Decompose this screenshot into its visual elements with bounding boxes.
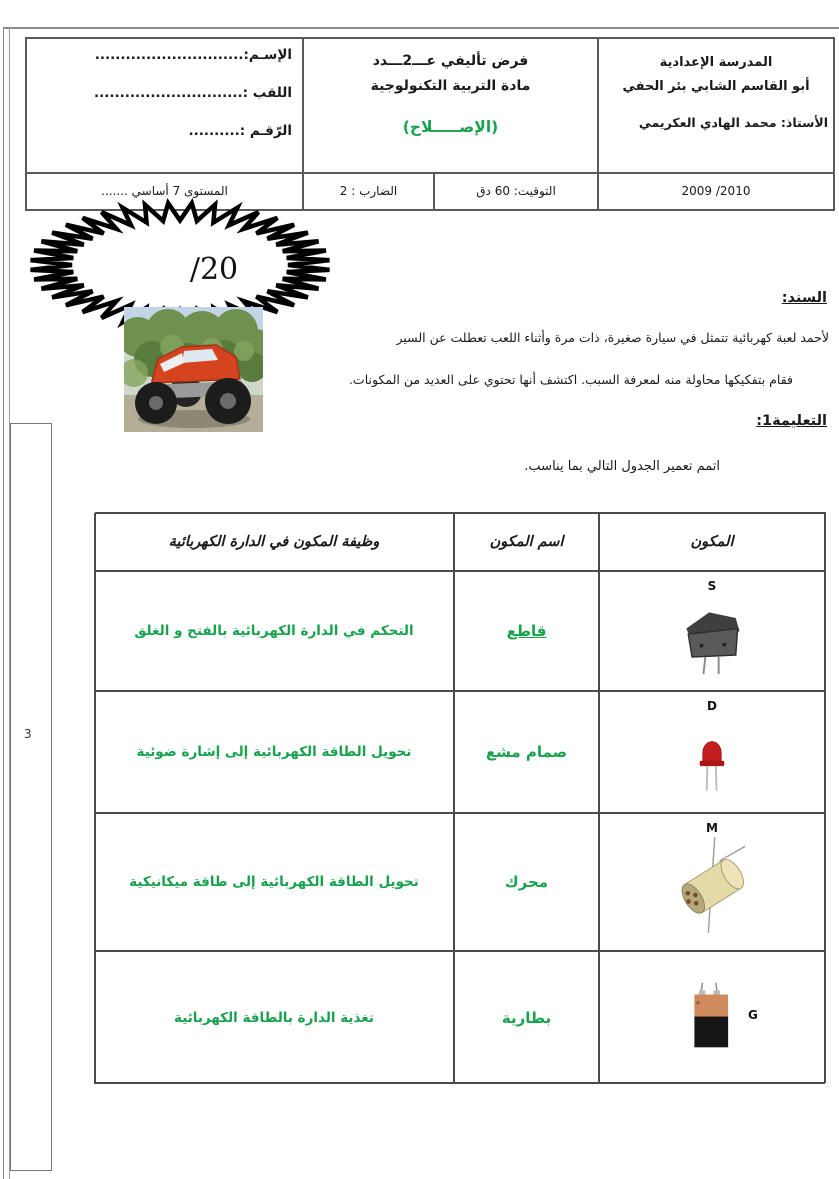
margin-points-box: [10, 423, 52, 1171]
dc-motor-image: [666, 831, 758, 939]
exam-coefficient: الضارب : 2: [303, 173, 434, 210]
answer-function-led: تحويل الطاقة الكهربائية إلى إشارة ضوئية: [94, 691, 454, 813]
student-number-field: الرّقـم :..........: [188, 123, 292, 139]
answer-name-motor: محرك: [454, 813, 599, 951]
exam-title-line1: فرض تأليفي عـــ2ـــدد: [372, 53, 529, 69]
cell-component-motor: [599, 813, 825, 951]
components-table: [95, 512, 826, 1083]
answer-function-battery: تغذية الدارة بالطاقة الكهربائية: [94, 951, 454, 1084]
header-table: [25, 37, 835, 211]
component-letter: S: [707, 579, 717, 593]
instruction1-heading: التعليمة1:: [756, 413, 827, 429]
component-letter: D: [707, 699, 717, 713]
page-top-border: [3, 27, 839, 29]
correction-label: (الإصـــــلاح): [402, 118, 499, 136]
school-name-line1: المدرسة الإعدادية: [659, 55, 773, 70]
instruction1-text: اتمم تعمير الجدول التالي بما يناسب.: [524, 459, 720, 474]
points-value: 3: [24, 727, 32, 741]
col-header-name: اسم المكون: [454, 513, 599, 571]
support-heading: السند:: [781, 290, 827, 306]
school-info-cell: [598, 38, 834, 173]
col-header-function: وظيفة المكون في الدارة الكهربائية: [94, 513, 454, 571]
cell-component-led: [599, 691, 825, 813]
student-surname-field: اللقب :.............................: [93, 85, 292, 101]
answer-name-led: صمام مشع: [454, 691, 599, 813]
answer-name-battery: بطارية: [454, 951, 599, 1084]
col-header-component: المكون: [599, 513, 825, 571]
answer-name-switch: قاطع: [454, 571, 599, 691]
support-text-line2: فقام بتفكيكها محاولة منه لمعرفة السبب. اكتشف أنها تحتوي على العديد من المكونات.: [348, 372, 793, 387]
school-name-line2: أبو القاسم الشابي بئر الحفي: [622, 79, 810, 94]
battery-9v-image: [679, 972, 745, 1064]
page-left-border: [3, 27, 10, 1179]
answer-function-switch: التحكم في الدارة الكهربائية بالفتح و الغلق: [94, 571, 454, 691]
exam-subject: مادة التربية التكنولوجية: [370, 78, 531, 94]
score-value: /20: [189, 252, 239, 287]
grade-level: المستوى 7 أساسي .......: [26, 173, 303, 210]
teacher-name: الأستاذ: محمد الهادي العكريمي: [638, 115, 828, 130]
led-image: [689, 718, 735, 802]
exam-title-cell: [303, 38, 598, 173]
rocker-switch-image: [669, 600, 755, 676]
cell-component-battery: [599, 951, 825, 1084]
toy-car-image: [124, 307, 263, 432]
support-text-line1: لأحمد لعبة كهربائية تتمثل في سيارة صغيرة، ذات مرة وأثناء اللعب تعطلت عن السير: [396, 330, 829, 345]
component-letter: G: [748, 1008, 758, 1022]
student-fields-cell: [26, 38, 303, 173]
component-letter: M: [706, 821, 718, 835]
header-row-top: [26, 38, 834, 173]
exam-duration: التوقيت: 60 دق: [434, 173, 598, 210]
svg-text:+: +: [694, 997, 701, 1007]
cell-component-switch: [599, 571, 825, 691]
school-year: 2010/ 2009: [598, 173, 834, 210]
answer-function-motor: تحويل الطاقة الكهربائية إلى طاقة ميكانيكية: [94, 813, 454, 951]
student-name-field: الإسـم:.............................: [94, 47, 292, 63]
